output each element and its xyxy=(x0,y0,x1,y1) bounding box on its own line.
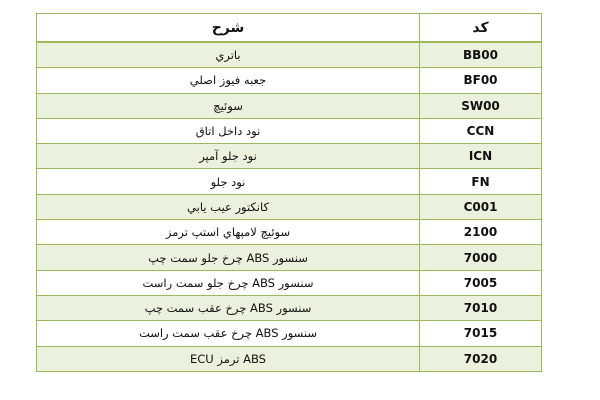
table-row xyxy=(37,42,542,68)
header-code: کد xyxy=(420,14,542,43)
row-description: سنسور ABS چرخ جلو سمت چپ xyxy=(37,245,420,270)
row-description: نود جلو آمپر xyxy=(37,144,420,169)
row-code: 7005 xyxy=(420,270,542,295)
table-row xyxy=(37,118,542,143)
table-row xyxy=(37,346,542,371)
table-row xyxy=(37,169,542,194)
row-description: نود داخل اتاق xyxy=(37,118,420,143)
table-row xyxy=(37,245,542,270)
row-code: C001 xyxy=(420,194,542,219)
table-row xyxy=(37,194,542,219)
table-header-row xyxy=(37,14,542,43)
row-description: جعبه فيوز اصلي xyxy=(37,68,420,93)
table-row xyxy=(37,220,542,245)
row-code: ICN xyxy=(420,144,542,169)
row-code: 7020 xyxy=(420,346,542,371)
table-row xyxy=(37,321,542,346)
row-code: SW00 xyxy=(420,93,542,118)
row-code: 7015 xyxy=(420,321,542,346)
row-description: سوئيچ لامپهاي استپ ترمز xyxy=(37,220,420,245)
table-row xyxy=(37,68,542,93)
table-row xyxy=(37,270,542,295)
table-row xyxy=(37,295,542,320)
row-description: ECU ترمز ABS xyxy=(37,346,420,371)
table-row xyxy=(37,144,542,169)
table-row xyxy=(37,93,542,118)
row-description: باتري xyxy=(37,42,420,68)
row-code: 7010 xyxy=(420,295,542,320)
row-description: سوئيچ xyxy=(37,93,420,118)
row-code: FN xyxy=(420,169,542,194)
row-code: BF00 xyxy=(420,68,542,93)
row-code: 7000 xyxy=(420,245,542,270)
row-description: سنسور ABS چرخ جلو سمت راست xyxy=(37,270,420,295)
header-description: شرح xyxy=(37,14,420,43)
row-description: كانكتور عيب يابي xyxy=(37,194,420,219)
row-code: BB00 xyxy=(420,42,542,68)
code-description-table xyxy=(36,13,542,372)
row-description: سنسور ABS چرخ عقب سمت چپ xyxy=(37,295,420,320)
row-code: CCN xyxy=(420,118,542,143)
row-description: سنسور ABS چرخ عقب سمت راست xyxy=(37,321,420,346)
row-code: 2100 xyxy=(420,220,542,245)
row-description: نود جلو xyxy=(37,169,420,194)
